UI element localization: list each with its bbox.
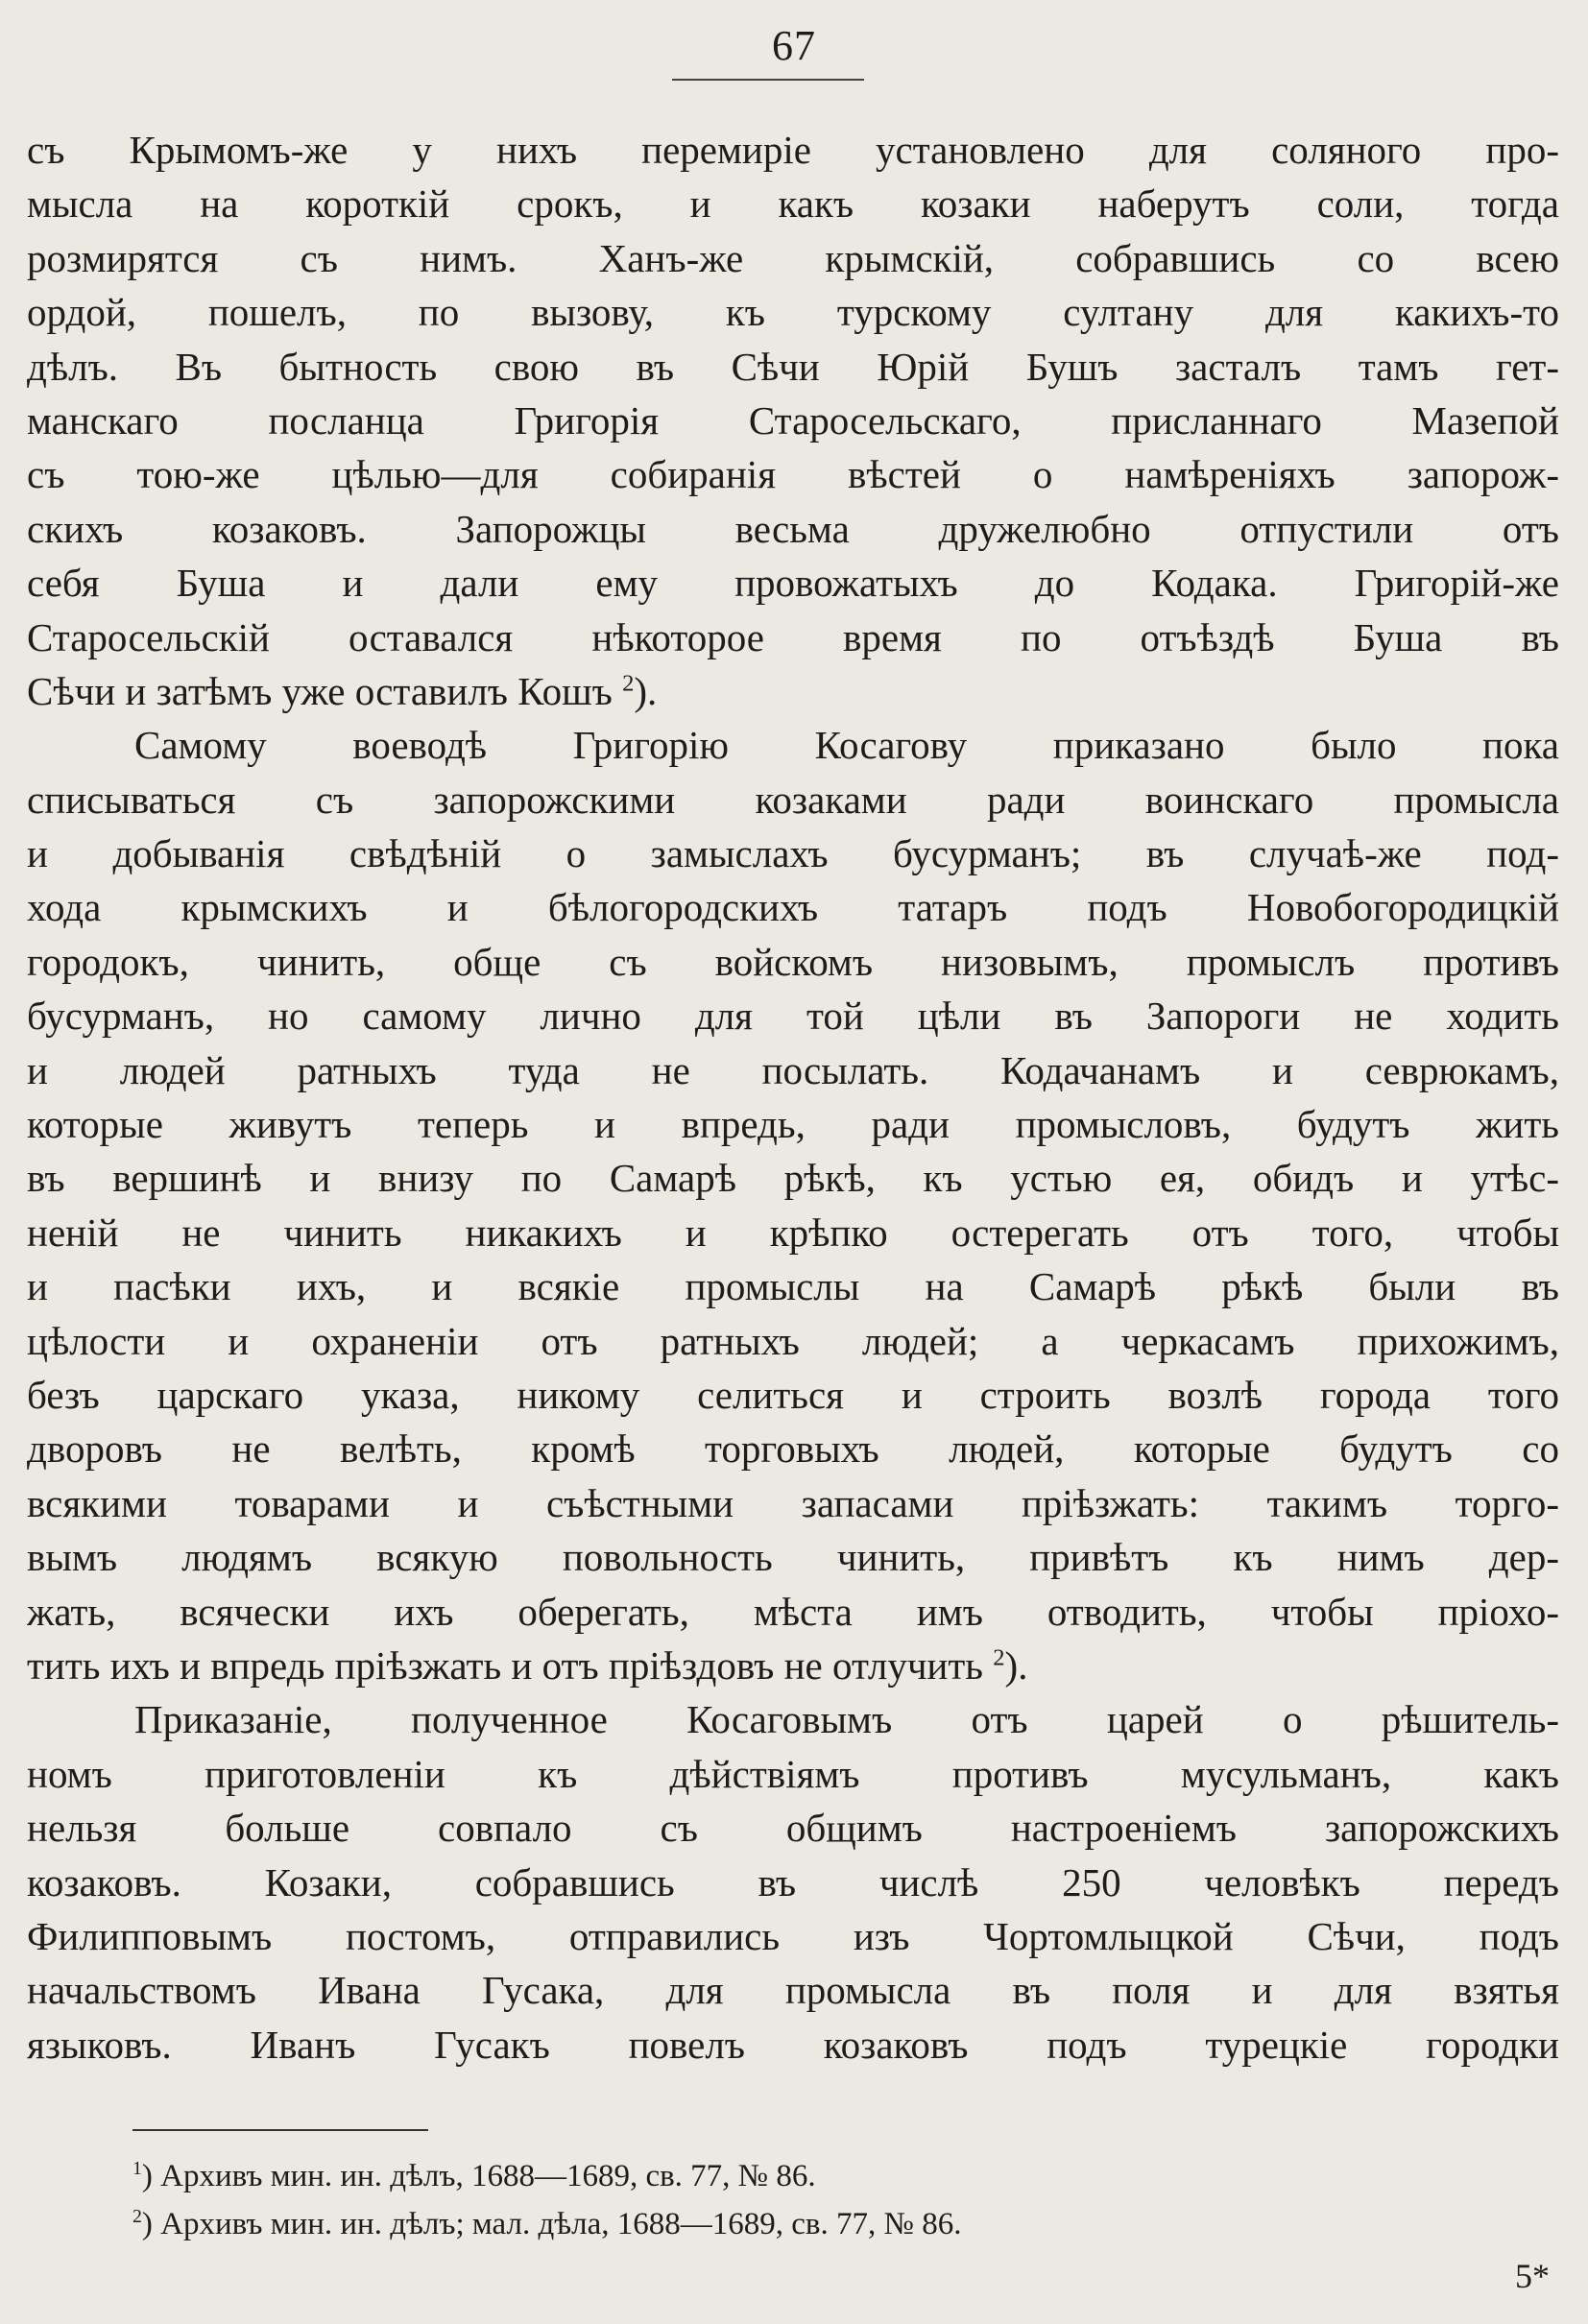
text-line: которые живутъ теперь и впредь, ради промысловъ, будутъ жить xyxy=(27,1102,1559,1147)
text-line: всякими товарами и съѣстными запасами пріѣзжать: такимъ торго- xyxy=(27,1480,1559,1525)
footnote-mark: 2 xyxy=(132,2206,142,2227)
text-line: безъ царскаго указа, никому селиться и строить возлѣ города того xyxy=(27,1372,1559,1417)
text-line: хода крымскихъ и бѣлогородскихъ татаръ подъ Новобогородицкій xyxy=(27,885,1559,930)
text-line: списываться съ запорожскими козаками ради воинскаго промысла xyxy=(27,777,1559,822)
footnote-ref: 2 xyxy=(993,1644,1005,1671)
text-line: съ Крымомъ-же у нихъ перемиріе установлено для соляного про- xyxy=(27,128,1559,172)
text-line: городокъ, чинить, обще съ войскомъ низовымъ, промыслъ противъ xyxy=(27,939,1559,984)
text-line: себя Буша и дали ему провожатыхъ до Кодака. Григорій-же xyxy=(27,561,1559,606)
text-line: неній не чинить никакихъ и крѣпко остерегать отъ того, чтобы xyxy=(27,1210,1559,1255)
text-line: дѣлъ. Въ бытность свою въ Сѣчи Юрій Бушъ засталъ тамъ гет- xyxy=(27,344,1559,389)
text-line-content: тить ихъ и впредь пріѣзжать и отъ пріѣздовъ не отлучить xyxy=(27,1642,983,1688)
text-line: Филипповымъ постомъ, отправились изъ Чортомлыцкой Сѣчи, подъ xyxy=(27,1913,1559,1958)
header-rule xyxy=(672,79,864,81)
text-line: розмирятся съ нимъ. Ханъ-же крымскій, собравшись со всею xyxy=(27,235,1559,280)
footnote xyxy=(132,2152,1381,2200)
text-line: съ тою-же цѣлью—для собиранія вѣстей о намѣреніяхъ запорож- xyxy=(27,452,1559,497)
text-line: языковъ. Иванъ Гусакъ повелъ козаковъ подъ турецкіе городки xyxy=(27,2022,1559,2067)
paragraph xyxy=(27,718,1559,1692)
footnote-rule xyxy=(132,2129,428,2131)
text-line: Старосельскій оставался нѣкоторое время по отъѣздѣ Буша въ xyxy=(27,614,1559,659)
text-line-last xyxy=(27,1639,1559,1692)
footnote-ref-close: ). xyxy=(1004,1642,1028,1688)
text-line: мысла на короткій срокъ, и какъ козаки наберутъ соли, тогда xyxy=(27,181,1559,227)
footnote-text: ) Архивъ мин. ин. дѣлъ, 1688—1689, св. 77, № 86. xyxy=(141,2159,816,2193)
text-line-last xyxy=(27,664,1559,718)
page-number: 67 xyxy=(772,22,816,69)
text-line: цѣлости и охраненіи отъ ратныхъ людей; а черкасамъ прихожимъ, xyxy=(27,1318,1559,1363)
text-line: дворовъ не велѣть, кромѣ торговыхъ людей, которые будутъ со xyxy=(27,1426,1559,1472)
text-line: въ вершинѣ и внизу по Самарѣ рѣкѣ, къ устью ея, обидъ и утѣс- xyxy=(27,1156,1559,1201)
paragraph xyxy=(27,123,1559,718)
text-line: номъ приготовленіи къ дѣйствіямъ противъ мусульманъ, какъ xyxy=(27,1751,1559,1796)
text-line: Приказаніе, полученное Косаговымъ отъ царей о рѣшитель- xyxy=(134,1697,1559,1742)
text-line: жать, всячески ихъ оберегать, мѣста имъ отводить, чтобы пріохо- xyxy=(27,1589,1559,1634)
text-line: скихъ козаковъ. Запорожцы весьма дружелюбно отпустили отъ xyxy=(27,506,1559,551)
text-line: бусурманъ, но самому лично для той цѣли въ Запороги не ходить xyxy=(27,994,1559,1039)
text-line: и людей ратныхъ туда не посылать. Кодачанамъ и севрюкамъ, xyxy=(27,1047,1559,1092)
text-line: начальствомъ Ивана Гусака, для промысла въ поля и для взятья xyxy=(27,1968,1559,2013)
body-text xyxy=(27,123,1559,2072)
footnotes xyxy=(132,2152,1381,2248)
text-line: Самому воеводѣ Григорію Косагову приказано было пока xyxy=(134,723,1559,768)
footnote-ref: 2 xyxy=(622,670,635,697)
footnote-text: ) Архивъ мин. ин. дѣлъ; мал. дѣла, 1688—1689, св. 77, № 86. xyxy=(141,2207,962,2241)
paragraph xyxy=(27,1692,1559,2072)
text-line: и пасѣки ихъ, и всякіе промыслы на Самарѣ рѣкѣ были въ xyxy=(27,1264,1559,1309)
footnote-ref-close: ). xyxy=(634,668,658,713)
text-line: и добыванія свѣдѣній о замыслахъ бусурманъ; въ случаѣ-же под- xyxy=(27,831,1559,876)
text-line: вымъ людямъ всякую повольность чинить, привѣтъ къ нимъ дер- xyxy=(27,1535,1559,1580)
text-line: ордой, пошелъ, по вызову, къ турскому султану для какихъ-то xyxy=(27,290,1559,335)
footnote-mark: 1 xyxy=(132,2158,142,2179)
text-line: манскаго посланца Григорія Старосельскаго, присланнаго Мазепой xyxy=(27,397,1559,443)
text-line: нельзя больше совпало съ общимъ настроеніемъ запорожскихъ xyxy=(27,1806,1559,1851)
text-line-content: Сѣчи и затѣмъ уже оставилъ Кошъ xyxy=(27,668,613,713)
signature-mark: 5* xyxy=(1515,2257,1550,2295)
text-line: козаковъ. Козаки, собравшись въ числѣ 250 человѣкъ передъ xyxy=(27,1859,1559,1905)
footnote xyxy=(132,2200,1381,2248)
